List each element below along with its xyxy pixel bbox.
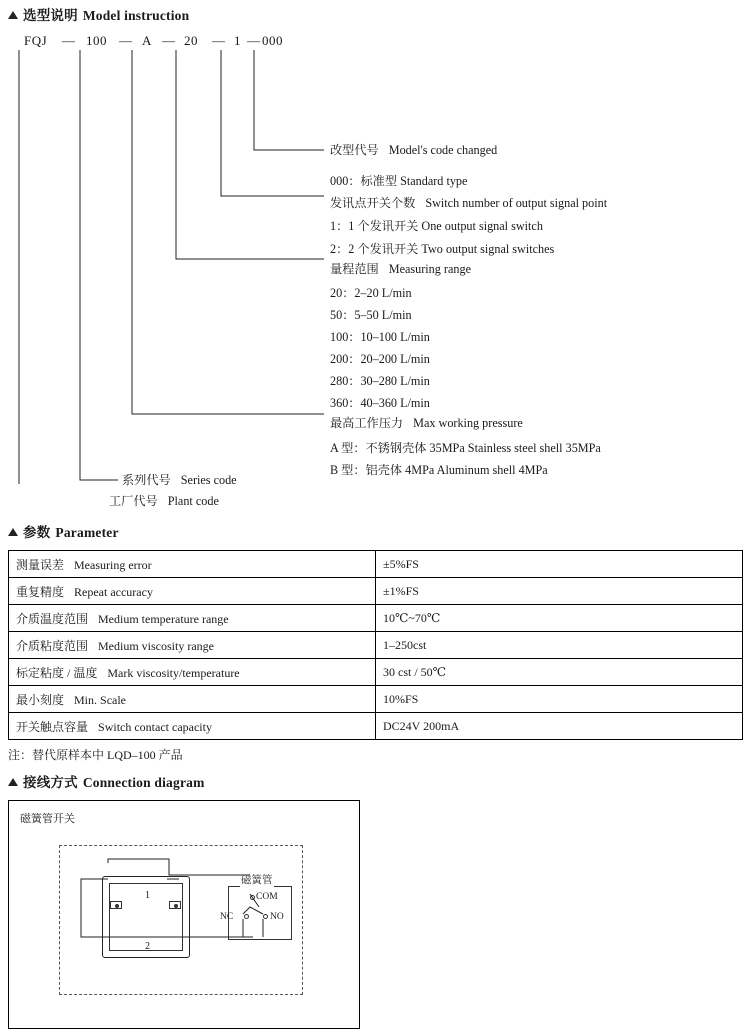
model-token-10: 000 — [262, 33, 283, 48]
model-legend — [8, 4, 742, 508]
section-heading-parameter-en: Parameter — [55, 525, 119, 540]
label-en: Switch contact capacity — [98, 719, 212, 734]
section-heading-connection-cn: 接线方式 — [23, 775, 78, 790]
label-cn: 开关触点容量 — [16, 719, 89, 734]
label-en: Min. Scale — [74, 692, 127, 707]
table-row — [9, 713, 743, 740]
model-instruction-section — [8, 4, 742, 508]
triangle-bullet-icon — [8, 778, 18, 786]
label-en: Repeat accuracy — [74, 584, 153, 599]
parameter-note: 注：替代原样本中 LQD–100 产品 — [8, 748, 183, 762]
model-token-4: A — [142, 33, 152, 48]
model-token-5: — — [162, 33, 176, 48]
terminal-label-com: COM — [256, 892, 278, 902]
section-heading-connection-en: Connection diagram — [82, 775, 205, 790]
diagram-wires — [9, 801, 361, 1030]
model-token-7: — — [212, 33, 226, 48]
table-cell-label — [9, 551, 376, 578]
triangle-bullet-icon — [8, 528, 18, 536]
table-cell-label — [9, 713, 376, 740]
reed-switch-label: 磁簧管 — [240, 872, 274, 887]
connection-section — [8, 771, 742, 1029]
legend-title-2: 量程范围 Measuring range — [330, 262, 471, 276]
model-token-2: 100 — [86, 33, 107, 48]
section-heading-connection — [8, 771, 742, 791]
legend-item-3-1: B 型：铝壳体 4MPa Aluminum shell 4MPa — [330, 463, 548, 477]
legend-item-2-3: 200：20–200 L/min — [330, 352, 430, 366]
table-row — [9, 578, 743, 605]
label-cn: 介质温度范围 — [16, 611, 89, 626]
legend-title-5: 工厂代号 Plant code — [109, 494, 219, 508]
legend-item-2-4: 280：30–280 L/min — [330, 374, 430, 388]
legend-item-1-0: 1：1 个发讯开关 One output signal switch — [330, 219, 543, 233]
diagram-caption: 磁簧管开关 — [20, 813, 75, 825]
model-token-9: — — [247, 33, 261, 48]
label-en: Mark viscosity/temperature — [107, 665, 240, 680]
table-cell-label — [9, 605, 376, 632]
table-row — [9, 605, 743, 632]
model-token-8: 1 — [234, 33, 241, 48]
table-cell-value: 10℃~70℃ — [376, 605, 743, 632]
table-cell-value: 1–250cst — [376, 632, 743, 659]
label-en: Medium temperature range — [98, 611, 229, 626]
legend-item-1-1: 2：2 个发讯开关 Two output signal switches — [330, 242, 555, 256]
table-row — [9, 659, 743, 686]
terminal-label-no: NO — [270, 912, 284, 922]
section-heading-parameter — [8, 521, 742, 541]
parameter-table — [8, 550, 743, 740]
label-cn: 重复精度 — [16, 584, 65, 599]
legend-item-2-0: 20：2–20 L/min — [330, 286, 412, 300]
label-en: Medium viscosity range — [98, 638, 214, 653]
terminal-label-nc: NC — [220, 912, 234, 922]
legend-item-0-0: 000：标准型 Standard type — [330, 174, 468, 188]
connection-diagram — [8, 800, 360, 1029]
table-cell-value: DC24V 200mA — [376, 713, 743, 740]
table-cell-value: ±5%FS — [376, 551, 743, 578]
table-cell-label — [9, 659, 376, 686]
pin-number-1: 1 — [145, 890, 150, 901]
legend-title-0: 改型代号 Model's code changed — [330, 143, 498, 157]
model-token-6: 20 — [184, 33, 198, 48]
legend-title-4: 系列代号 Series code — [122, 473, 237, 487]
label-cn: 测量误差 — [16, 557, 65, 572]
table-cell-label — [9, 686, 376, 713]
table-row — [9, 686, 743, 713]
model-token-3: — — [119, 33, 133, 48]
label-cn: 最小刻度 — [16, 692, 65, 707]
legend-item-3-0: A 型：不锈钢壳体 35MPa Stainless steel shell 35MPa — [330, 441, 601, 455]
legend-item-2-5: 360：40–360 L/min — [330, 396, 430, 410]
label-cn: 介质粘度范围 — [16, 638, 89, 653]
table-cell-value: ±1%FS — [376, 578, 743, 605]
table-cell-value: 30 cst / 50℃ — [376, 659, 743, 686]
section-heading-model-en: Model instruction — [82, 8, 190, 23]
model-token-1: — — [62, 33, 76, 48]
pin-number-2: 2 — [145, 941, 150, 952]
table-cell-value: 10%FS — [376, 686, 743, 713]
model-token-0: FQJ — [24, 33, 48, 48]
table-cell-label — [9, 578, 376, 605]
legend-title-1: 发讯点开关个数 Switch number of output signal point — [330, 196, 608, 210]
table-row — [9, 632, 743, 659]
legend-item-2-1: 50：5–50 L/min — [330, 308, 412, 322]
legend-item-2-2: 100：10–100 L/min — [330, 330, 430, 344]
label-cn: 标定粘度 / 温度 — [16, 665, 98, 680]
label-en: Measuring error — [74, 557, 152, 572]
table-row — [9, 551, 743, 578]
table-cell-label — [9, 632, 376, 659]
parameter-section — [8, 521, 742, 763]
section-heading-model-cn: 选型说明 — [23, 8, 78, 23]
section-heading-parameter-cn: 参数 — [23, 525, 51, 540]
legend-title-3: 最高工作压力 Max working pressure — [330, 416, 523, 430]
